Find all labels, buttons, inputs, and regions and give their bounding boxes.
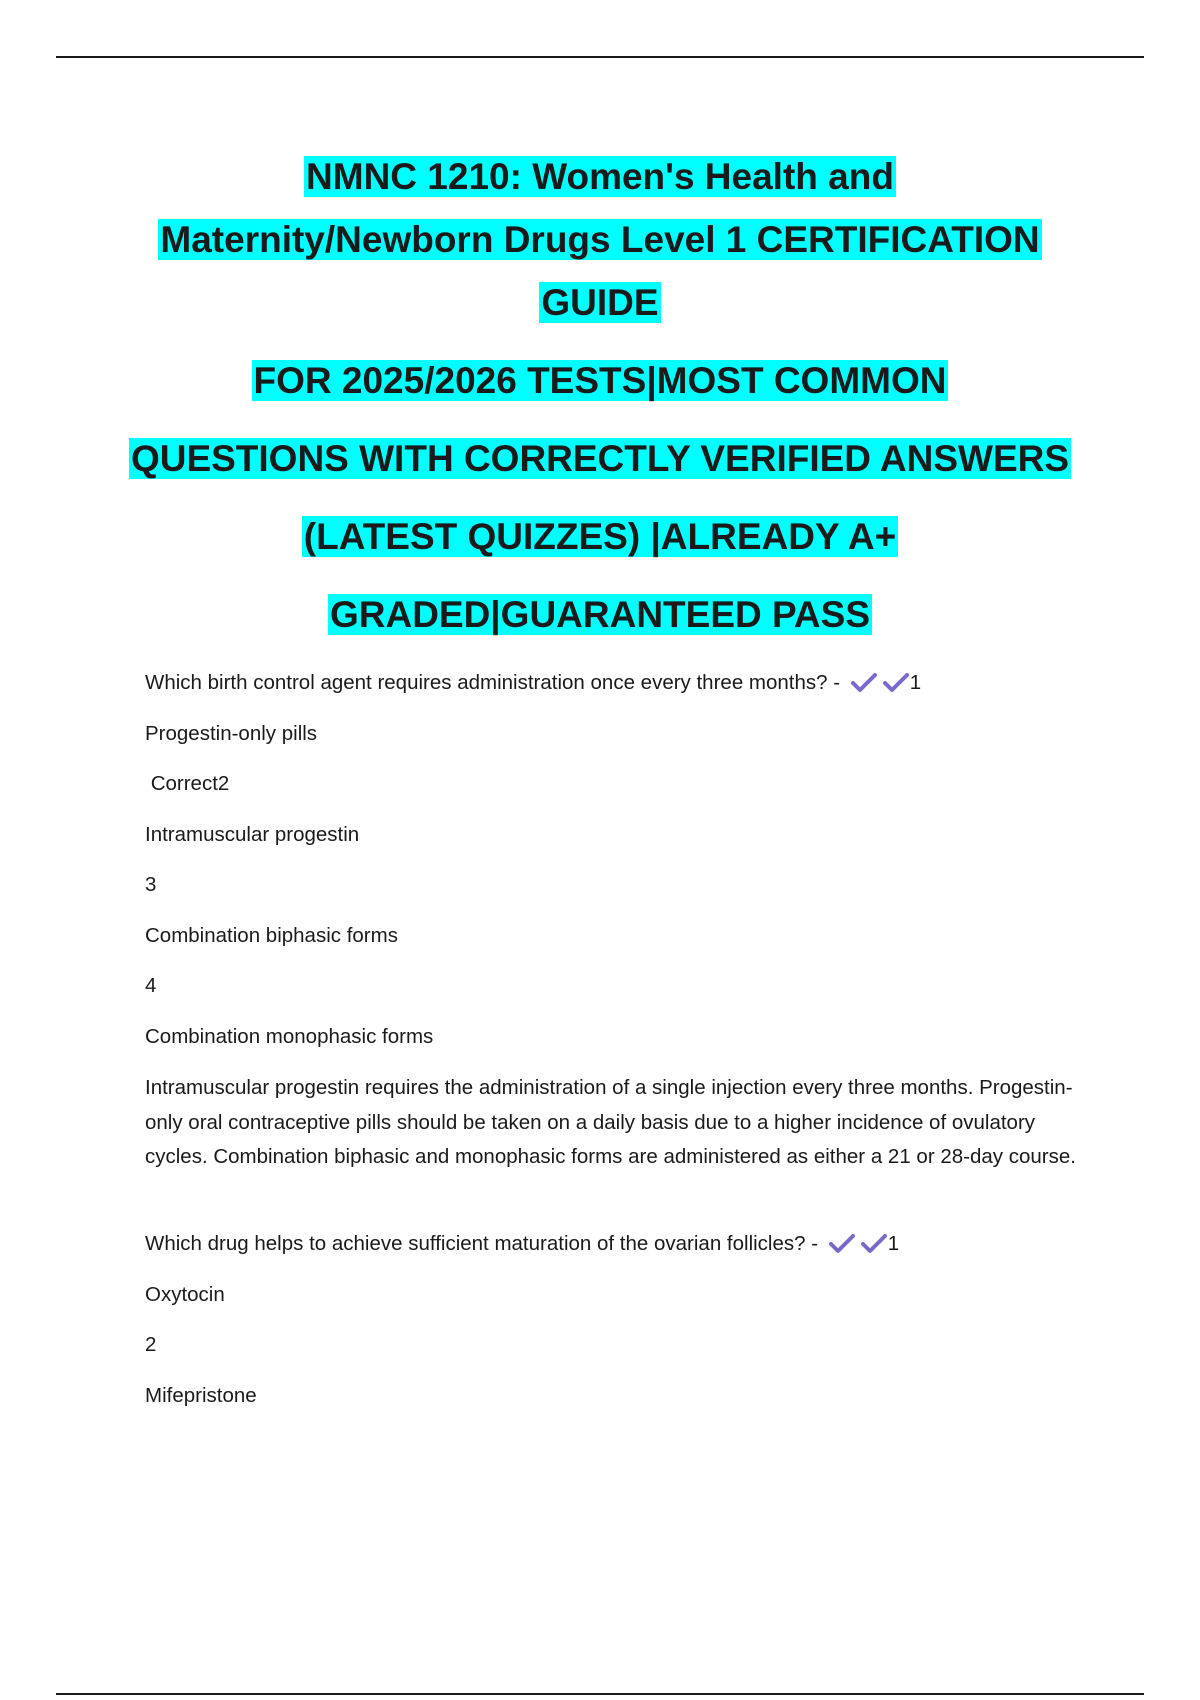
answer-line: Combination monophasic forms [145, 1025, 434, 1048]
question-text: Which drug helps to achieve sufficient maturation of the ovarian follicles? - [145, 1232, 819, 1255]
check-icon [860, 1231, 888, 1265]
title-line: Maternity/Newborn Drugs Level 1 CERTIFICATION [160, 219, 1040, 260]
check-icon [828, 1231, 856, 1265]
answer-line: Combination biphasic forms [145, 924, 398, 947]
option-number: 1 [909, 671, 922, 694]
answer-line: Mifepristone [145, 1384, 257, 1407]
question-1 [145, 666, 921, 704]
check-icon [882, 670, 910, 704]
title-line: NMNC 1210: Women's Health and [306, 156, 894, 197]
answer-line: Oxytocin [145, 1283, 225, 1306]
question-2 [145, 1227, 899, 1265]
answer-line: Intramuscular progestin [145, 823, 360, 846]
document-title [0, 145, 1200, 646]
title-line: FOR 2025/2026 TESTS|MOST COMMON [253, 360, 947, 401]
question-text: Which birth control agent requires administration once every three months? - [145, 671, 841, 694]
answer-line: Progestin-only pills [145, 722, 318, 745]
title-line: GRADED|GUARANTEED PASS [329, 594, 871, 635]
title-line: GUIDE [541, 282, 659, 323]
check-icon [850, 670, 878, 704]
bottom-rule [56, 1693, 1144, 1695]
top-rule [56, 56, 1144, 58]
answer-line: 2 [145, 1333, 157, 1356]
answer-line: 4 [145, 974, 157, 997]
answer-line: 3 [145, 873, 157, 896]
option-number: 1 [887, 1232, 900, 1255]
title-line: (LATEST QUIZZES) |ALREADY A+ [303, 516, 897, 557]
title-line: QUESTIONS WITH CORRECTLY VERIFIED ANSWERS [130, 438, 1070, 479]
answer-line: Correct2 [145, 772, 230, 795]
rationale-paragraph: Intramuscular progestin requires the administration of a single injection every three months. Progestin-only oral contraceptive pills should be taken on a daily basis due to a higher incidence of ovulatory cycles. Combination biphasic and monophasic forms are administered as either a 21 or 28-day course. [145, 1076, 1076, 1168]
